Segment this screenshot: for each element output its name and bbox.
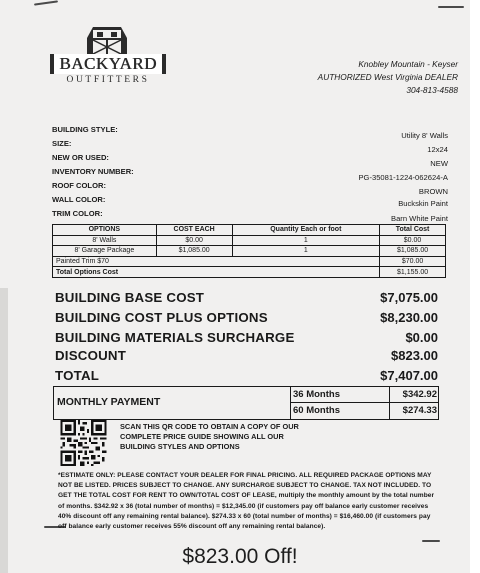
monthly-payment-box (53, 386, 439, 420)
dealer-authorized: AUTHORIZED West Virginia DEALER (317, 72, 458, 82)
spec-wall-color: WALL COLOR: Buckskin Paint (52, 195, 448, 208)
options-table (52, 224, 446, 278)
paper-fold-shadow (0, 288, 8, 573)
discount-callout: $823.00 Off! (182, 545, 298, 568)
summary-row-total: TOTAL $7,407.00 (55, 368, 438, 383)
table-cell: 8' Walls (53, 235, 157, 246)
payment-plans (290, 387, 439, 419)
table-header-row (53, 225, 446, 236)
table-cell: $1,085.00 (380, 246, 446, 257)
column-header: COST EACH (156, 225, 232, 236)
dealer-info (318, 58, 458, 97)
staple-mark (438, 6, 464, 8)
qr-code-icon[interactable] (60, 420, 107, 466)
table-cell: 8' Garage Package (53, 246, 157, 257)
table-row (53, 246, 446, 257)
spec-inventory-number: INVENTORY NUMBER: PG-35081-1224-062624-A (52, 167, 448, 182)
backyard-outfitters-logo (50, 24, 166, 86)
payment-plan-row: 36 Months $342.92 (290, 387, 439, 403)
summary-row-discount: DISCOUNT $823.00 (55, 348, 438, 363)
staple-mark (422, 540, 440, 542)
table-cell: Total Options Cost (53, 267, 380, 278)
payment-plan-row: 60 Months $274.33 (290, 403, 439, 419)
summary-row-surcharge: BUILDING MATERIALS SURCHARGE $0.00 (55, 330, 438, 345)
table-cell: $70.00 (380, 256, 446, 267)
dealer-phone: 304-813-4588 (406, 85, 458, 95)
barn-icon (83, 24, 131, 54)
table-cell: $1,155.00 (380, 267, 446, 278)
table-row (53, 256, 446, 267)
table-row-total (53, 267, 446, 278)
table-row (53, 235, 446, 246)
summary-row-base-cost: BUILDING BASE COST $7,075.00 (55, 290, 438, 305)
summary-row-cost-plus-options: BUILDING COST PLUS OPTIONS $8,230.00 (55, 310, 438, 325)
column-header: OPTIONS (53, 225, 157, 236)
spec-roof-color: ROOF COLOR: BROWN (52, 181, 448, 196)
spec-size: SIZE: 12x24 (52, 139, 448, 154)
logo-wordmark: BACKYARD (50, 54, 166, 74)
monthly-payment-label: MONTHLY PAYMENT (57, 396, 161, 408)
estimate-disclaimer: *ESTIMATE ONLY: PLEASE CONTACT YOUR DEALER FOR FINAL PRICING. ALL REQUIRED PACKAGE OPTIONS MAY NOT BE LISTED. PRICES SUBJECT TO CHANGE. ANY SURCHARGE SUBJECT TO CHANGE. TAX NOT INCLUDED. TO GET THE TOTAL COST FOR RENT TO OWN/TOTAL COST OF LEASE, multiply the monthly amount by the total number of months. $342.92 x 36 (total number of months) = $12,345.00 (if customers pay off balance early customer receives 40% discount off any remaining rental balance). $274.33 x 60 (total number of months) = $16,460.00 (if customers pay off balance early customer receives 55% discount off any remaining rental balance). (58, 472, 435, 531)
table-cell: $1,085.00 (156, 246, 232, 257)
qr-instructions: SCAN THIS QR CODE TO OBTAIN A COPY OF OUR COMPLETE PRICE GUIDE SHOWING ALL OUR BUILDING STYLES AND OPTIONS (120, 422, 299, 451)
column-header: Quantity Each or foot (232, 225, 380, 236)
column-header: Total Cost (380, 225, 446, 236)
dealer-location: Knobley Mountain - Keyser (358, 59, 458, 69)
table-cell: Painted Trim $70 (53, 256, 380, 267)
logo-subtitle: OUTFITTERS (66, 75, 150, 85)
spec-new-or-used: NEW OR USED: NEW (52, 153, 448, 168)
table-cell: 1 (232, 246, 380, 257)
table-cell: $0.00 (380, 235, 446, 246)
table-cell: $0.00 (156, 235, 232, 246)
spec-trim-color: TRIM COLOR: Barn White Paint (52, 209, 448, 223)
table-cell: 1 (232, 235, 380, 246)
spec-building-style: BUILDING STYLE: Utility 8' Walls (52, 125, 448, 140)
